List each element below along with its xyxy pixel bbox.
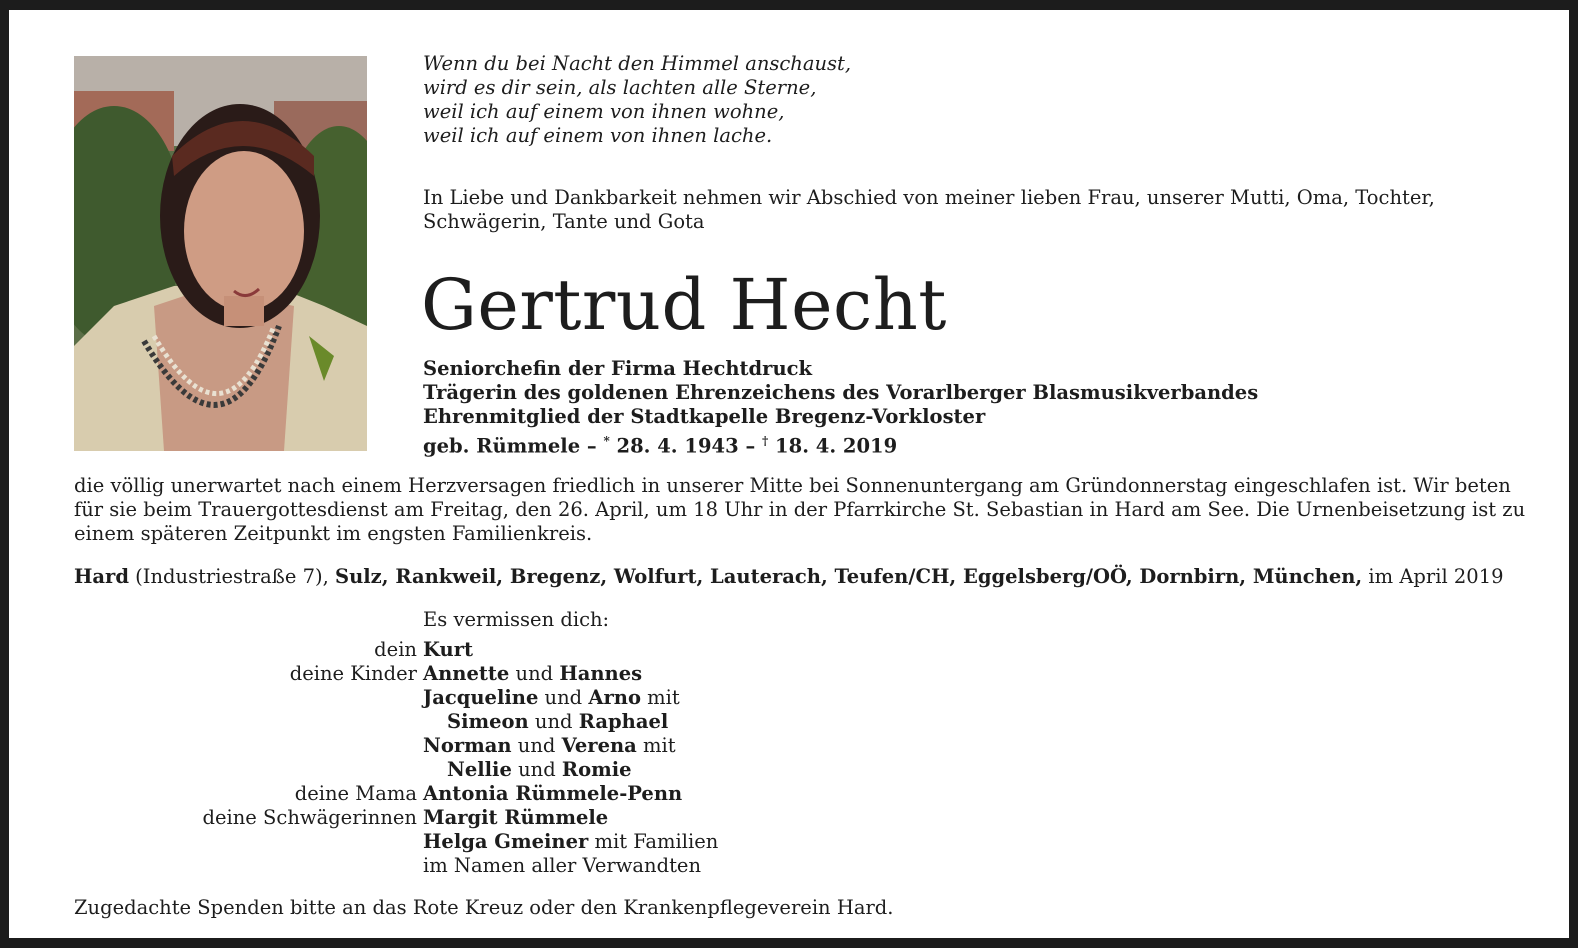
birth-name: geb. Rümmele – <box>423 434 604 458</box>
mourner-name: Hannes <box>559 662 643 685</box>
title-line: Ehrenmitglied der Stadtkapelle Bregenz-Vorkloster <box>423 405 986 428</box>
title-line: Seniorchefin der Firma Hechtdruck <box>423 357 813 380</box>
relation-label: dein <box>374 638 417 661</box>
mourner-name: Raphael <box>578 710 669 733</box>
died-symbol: † <box>761 434 769 448</box>
mourner-name: Verena <box>561 734 637 757</box>
died-date: 18. 4. 2019 <box>768 434 898 458</box>
mourner-value <box>423 782 682 806</box>
mourner-name: Helga Gmeiner <box>423 830 589 853</box>
life-dates <box>423 429 1258 459</box>
relation-label: deine Kinder <box>289 662 417 685</box>
mourner-value <box>423 806 608 830</box>
mourner-name: Simeon <box>447 710 529 733</box>
main-paragraph: die völlig unerwartet nach einem Herzversagen friedlich in unserer Mitte bei Sonnenuntergang am Gründonnerstag eingeschlafen ist. Wir beten für sie beim Trauergottesdienst am Freitag, den 26. April, um 18 Uhr in der Pfarrkirche St. Sebastian in Hard am See. Die Urnenbeisetzung ist zu einem späteren Zeitpunkt im engsten Familienkreis. <box>74 474 1526 545</box>
mourner-name: Annette <box>423 662 510 685</box>
title-line: Trägerin des goldenen Ehrenzeichens des Vorarlberger Blasmusikverbandes <box>423 381 1259 404</box>
mourner-name: Jacqueline <box>423 686 539 709</box>
poem-line: Wenn du bei Nacht den Himmel anschaust, <box>423 52 852 75</box>
mourner-name: Nellie <box>447 758 512 781</box>
mourner-value <box>423 830 718 854</box>
donation-note: Zugedachte Spenden bitte an das Rote Kreuz oder den Krankenpflegeverein Hard. <box>74 896 894 919</box>
connector: und <box>511 758 562 781</box>
connector: mit Familien <box>588 830 719 853</box>
deceased-name: Gertrud Hecht <box>421 264 947 346</box>
place-date: im April 2019 <box>1362 565 1504 588</box>
connector: und <box>511 734 562 757</box>
titles-block <box>423 357 1258 459</box>
address: (Industriestraße 7), <box>128 565 335 588</box>
mourner-value <box>423 734 676 758</box>
relation-label: deine Mama <box>294 782 417 805</box>
mourner-name: Romie <box>561 758 632 781</box>
miss-heading: Es vermissen dich: <box>423 608 610 631</box>
mourner-name: Arno <box>588 686 641 709</box>
connector: mit <box>636 734 676 757</box>
connector: und <box>538 686 589 709</box>
poem <box>423 52 851 148</box>
relation-label: deine Schwägerinnen <box>202 806 417 829</box>
place-hard: Hard <box>74 565 129 588</box>
mourner-name: Antonia Rümmele-Penn <box>423 782 683 805</box>
intro-text: In Liebe und Dankbarkeit nehmen wir Abschied von meiner lieben Frau, unserer Mutti, Oma, Tochter, Schwägerin, Tante und Gota <box>423 186 1435 233</box>
mourner-value <box>423 686 680 710</box>
places-line <box>74 565 1504 589</box>
born-date: 28. 4. 1943 – <box>609 434 762 458</box>
mourner-name: Margit Rümmele <box>423 806 609 829</box>
mourner-value <box>447 758 632 782</box>
mourner-name: Norman <box>423 734 512 757</box>
place-list: Sulz, Rankweil, Bregenz, Wolfurt, Lauterach, Teufen/CH, Eggelsberg/OÖ, Dornbirn, München, <box>335 565 1363 588</box>
mourner-value <box>423 662 642 686</box>
connector: und <box>528 710 579 733</box>
portrait-photo <box>74 56 367 451</box>
poem-line: weil ich auf einem von ihnen wohne, <box>423 100 785 123</box>
mourner-value: im Namen aller Verwandten <box>423 854 702 877</box>
mourner-value <box>423 638 473 662</box>
connector: mit <box>640 686 680 709</box>
mourner-name: Kurt <box>423 638 473 661</box>
connector: und <box>509 662 560 685</box>
mourner-value <box>447 710 668 734</box>
poem-line: wird es dir sein, als lachten alle Sterne, <box>423 76 817 99</box>
born-symbol: * <box>603 434 610 448</box>
poem-line: weil ich auf einem von ihnen lache. <box>423 124 773 147</box>
